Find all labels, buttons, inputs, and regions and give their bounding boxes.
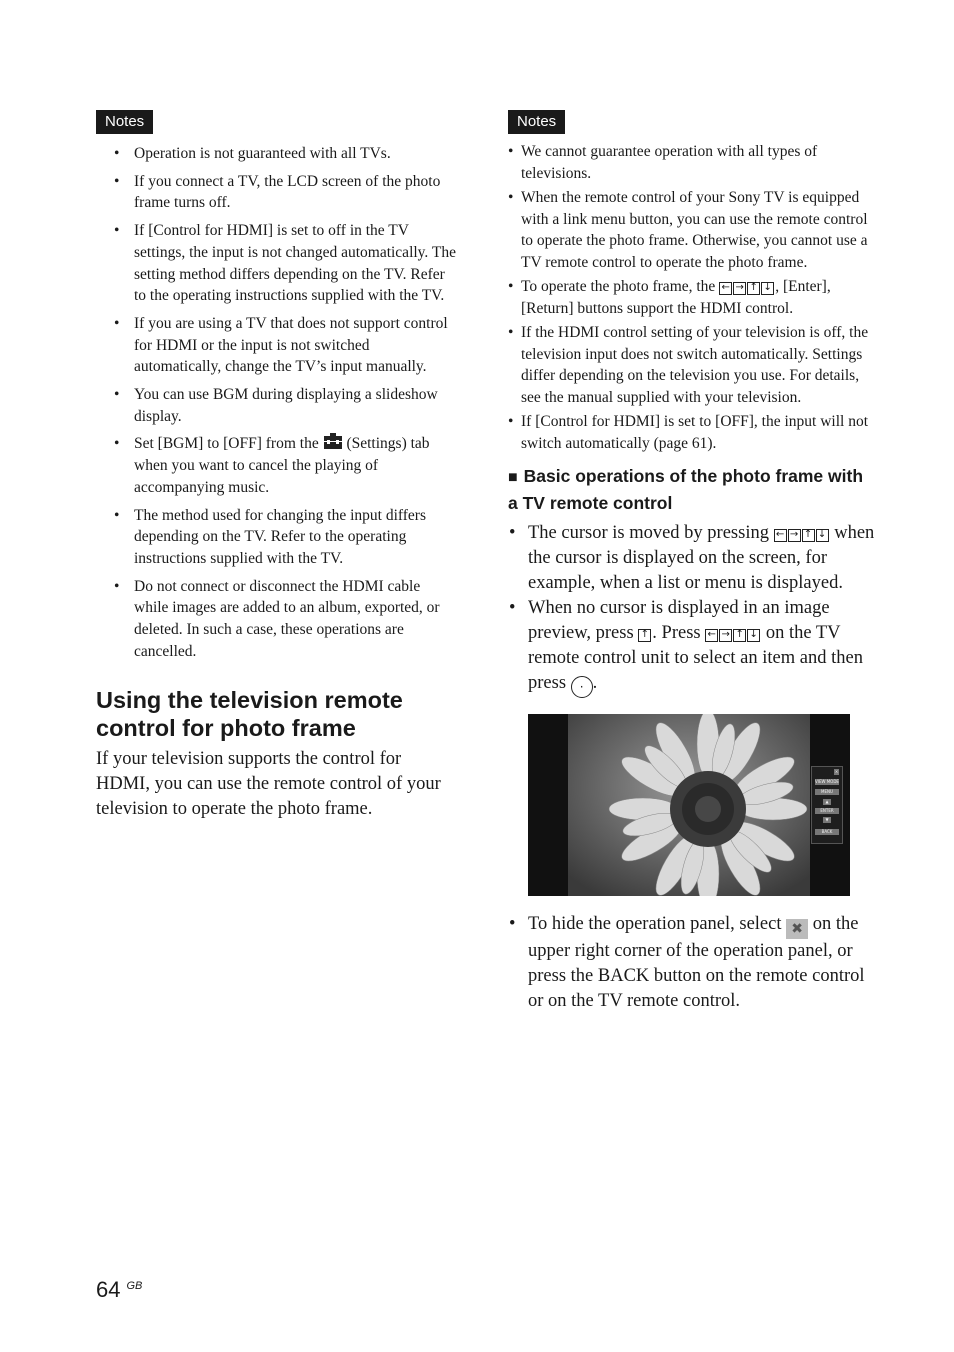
arrow-left-key-icon: ← bbox=[774, 529, 787, 542]
list-item bbox=[528, 912, 876, 1014]
note-item: • Do not connect or disconnect the HDMI cable while images are added to an album, exported, or deleted. In such a case, these operations are cancelled. bbox=[134, 576, 458, 663]
arrow-up-key-icon: ↑ bbox=[802, 529, 815, 542]
sunflower-photo bbox=[568, 714, 810, 896]
operations-list-2 bbox=[528, 912, 876, 1014]
note-item bbox=[521, 276, 876, 319]
page-number-value: 64 bbox=[96, 1277, 121, 1302]
page-number bbox=[96, 1277, 142, 1303]
note-text: (Settings) tab when you want to cancel the playing of accompanying music. bbox=[134, 435, 430, 496]
arrow-up-key-icon: ↑ bbox=[747, 282, 760, 295]
section-body: If your television supports the control for HDMI, you can use the remote control of your television to operate the photo frame. bbox=[96, 749, 441, 820]
arrow-left-key-icon: ← bbox=[719, 282, 732, 295]
note-item bbox=[134, 433, 458, 498]
note-item: • If the HDMI control setting of your television is off, the television input does not switch automatically. Settings differ depending on the television you use. For details, see the manual supplied with your television. bbox=[521, 322, 876, 408]
notes-list-right bbox=[521, 141, 876, 454]
notes-badge: Notes bbox=[508, 110, 565, 134]
note-item: • Operation is not guaranteed with all TVs. bbox=[134, 143, 458, 165]
note-text: Set [BGM] to [OFF] from the bbox=[134, 435, 319, 453]
note-item: • If you connect a TV, the LCD screen of the photo frame turns off. bbox=[134, 171, 458, 214]
list-text: . Press bbox=[652, 623, 701, 643]
down-button: ▼ bbox=[823, 817, 831, 823]
tv-screen-illustration bbox=[528, 714, 850, 896]
note-item: • You can use BGM during displaying a slideshow display. bbox=[134, 384, 458, 427]
note-item: • When the remote control of your Sony TV is equipped with a link menu button, you can use the remote control to operate the photo frame. Otherwise, you cannot use a TV remote control to operate the photo frame. bbox=[521, 187, 876, 273]
list-text: When no cursor is displayed in an image preview, press bbox=[528, 598, 830, 643]
arrow-right-key-icon: → bbox=[788, 529, 801, 542]
list-text: when the cursor is displayed on the screen, for example, when a list or menu is displayed. bbox=[528, 523, 875, 593]
note-item: • If [Control for HDMI] is set to off in the TV settings, the input is not changed automatically. The setting method differs depending on the TV. Refer to the operating instructions supplied with the TV. bbox=[134, 220, 458, 307]
list-text: The cursor is moved by pressing bbox=[528, 523, 769, 543]
arrow-up-key-icon: ↑ bbox=[638, 629, 651, 642]
arrow-down-key-icon: ↓ bbox=[816, 529, 829, 542]
note-item: • The method used for changing the input differs depending on the TV. Refer to the operating instructions supplied with the TV. bbox=[134, 505, 458, 570]
note-item: • If you are using a TV that does not support control for HDMI or the input is not switched automatically, change the TV’s input manually. bbox=[134, 313, 458, 378]
subheading bbox=[508, 464, 876, 515]
close-icon: × bbox=[834, 769, 839, 774]
list-text: on the upper right corner of the operation panel, or press the BACK button on the remote control or on the TV remote control. bbox=[528, 914, 865, 1011]
region-code: GB bbox=[126, 1279, 143, 1292]
operation-panel bbox=[811, 766, 843, 844]
enter-circle-icon: · bbox=[571, 676, 593, 698]
arrow-left-key-icon: ← bbox=[705, 629, 718, 642]
notes-list-left bbox=[134, 143, 458, 662]
note-text: To operate the photo frame, the bbox=[521, 278, 716, 295]
section-title: Using the television remote control for photo frame bbox=[96, 687, 403, 742]
menu-button: MENU bbox=[815, 789, 839, 795]
enter-button: ENTER bbox=[815, 808, 839, 814]
list-text: on the TV remote control unit to select an item and then press bbox=[528, 623, 863, 693]
list-item bbox=[528, 596, 876, 698]
note-item: • If [Control for HDMI] is set to [OFF], the input will not switch automatically (page 61). bbox=[521, 411, 876, 454]
right-column bbox=[508, 110, 876, 1014]
close-panel-icon: ✖ bbox=[786, 919, 808, 939]
left-column bbox=[96, 110, 458, 822]
note-item: • We cannot guarantee operation with all types of televisions. bbox=[521, 141, 876, 184]
list-text: . bbox=[592, 673, 598, 693]
arrow-up-key-icon: ↑ bbox=[733, 629, 746, 642]
subheading-text: Basic operations of the photo frame with a TV remote control bbox=[508, 466, 864, 513]
back-button: BACK bbox=[815, 829, 839, 835]
note-text: , [Enter], [Return] buttons support the HDMI control. bbox=[521, 278, 831, 317]
arrow-down-key-icon: ↓ bbox=[747, 629, 760, 642]
arrow-down-key-icon: ↓ bbox=[761, 282, 774, 295]
arrow-right-key-icon: → bbox=[733, 282, 746, 295]
settings-toolbox-icon bbox=[323, 433, 343, 450]
square-bullet-icon: ■ bbox=[508, 469, 518, 486]
up-button: ▲ bbox=[823, 799, 831, 805]
list-text: To hide the operation panel, select bbox=[528, 914, 782, 934]
operations-list bbox=[528, 521, 876, 698]
notes-badge: Notes bbox=[96, 110, 153, 134]
arrow-right-key-icon: → bbox=[719, 629, 732, 642]
view-mode-button: VIEW MODE bbox=[815, 779, 839, 784]
list-item bbox=[528, 521, 876, 596]
